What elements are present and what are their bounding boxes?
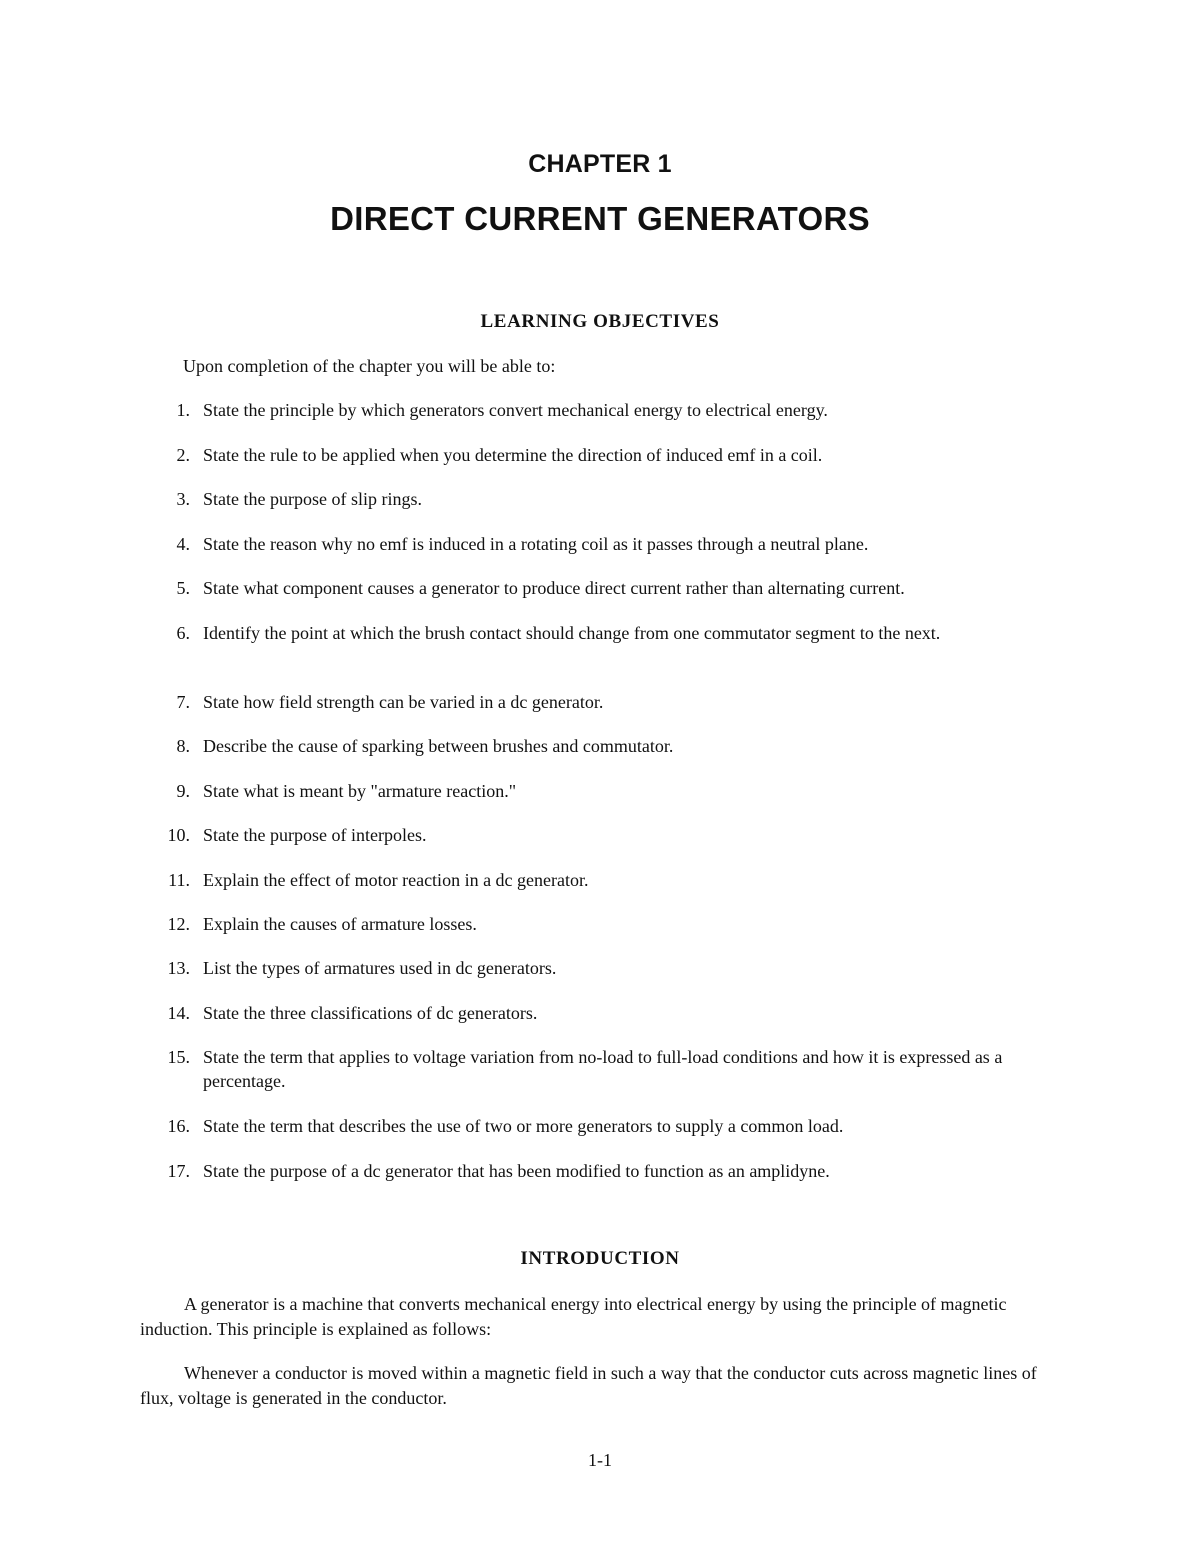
objective-number: 14. <box>167 1003 190 1023</box>
introduction-paragraph: A generator is a machine that converts mechanical energy into electrical energy by using the principle of magnetic induction. This principle is explained as follows: <box>140 1294 1007 1339</box>
objective-text: State the purpose of interpoles. <box>203 825 427 845</box>
objective-number: 3. <box>176 489 190 509</box>
objective-number: 2. <box>176 445 190 465</box>
page-number: 1-1 <box>588 1450 612 1470</box>
learning-objectives-heading: LEARNING OBJECTIVES <box>480 311 720 332</box>
objective-text: State the purpose of a dc generator that has been modified to function as an amplidyne. <box>203 1161 830 1181</box>
objective-number: 4. <box>176 534 190 554</box>
objective-number: 12. <box>167 914 190 934</box>
objective-text: State the rule to be applied when you determine the direction of induced emf in a coil. <box>203 445 823 465</box>
objective-text: State what is meant by "armature reaction." <box>203 781 517 801</box>
objective-text: Explain the effect of motor reaction in a dc generator. <box>203 870 589 890</box>
objective-text: Describe the cause of sparking between brushes and commutator. <box>203 736 674 756</box>
objective-number: 15. <box>167 1047 190 1067</box>
objective-text: State how field strength can be varied in a dc generator. <box>203 692 604 712</box>
objective-text: State the term that describes the use of two or more generators to supply a common load. <box>203 1116 844 1136</box>
objective-text: State the term that applies to voltage variation from no-load to full-load conditions and how it is expressed as a percentage. <box>203 1047 1003 1091</box>
introduction-paragraph: Whenever a conductor is moved within a magnetic field in such a way that the conductor cuts across magnetic lines of flux, voltage is generated in the conductor. <box>140 1363 1037 1408</box>
objective-text: State the principle by which generators convert mechanical energy to electrical energy. <box>203 400 828 420</box>
objective-text: Explain the causes of armature losses. <box>203 914 477 934</box>
introduction-heading: INTRODUCTION <box>520 1248 680 1269</box>
objective-text: State the purpose of slip rings. <box>203 489 422 509</box>
objective-number: 10. <box>167 825 190 845</box>
objectives-intro: Upon completion of the chapter you will be able to: <box>183 356 556 376</box>
chapter-label: CHAPTER 1 <box>528 150 672 178</box>
objective-text: Identify the point at which the brush contact should change from one commutator segment to the next. <box>203 623 941 643</box>
objective-number: 7. <box>176 692 190 712</box>
objective-text: State the three classifications of dc generators. <box>203 1003 538 1023</box>
objective-text: State what component causes a generator to produce direct current rather than alternating current. <box>203 578 905 598</box>
objective-number: 9. <box>176 781 190 801</box>
objective-text: List the types of armatures used in dc generators. <box>203 958 557 978</box>
objective-number: 13. <box>167 958 190 978</box>
objective-number: 8. <box>176 736 190 756</box>
objective-number: 1. <box>176 400 190 420</box>
objective-number: 5. <box>176 578 190 598</box>
objective-number: 17. <box>167 1161 190 1181</box>
objective-number: 11. <box>168 870 190 890</box>
objective-text: State the reason why no emf is induced in a rotating coil as it passes through a neutral plane. <box>203 534 869 554</box>
chapter-title: DIRECT CURRENT GENERATORS <box>330 200 870 237</box>
objective-number: 16. <box>167 1116 190 1136</box>
objective-number: 6. <box>176 623 190 643</box>
